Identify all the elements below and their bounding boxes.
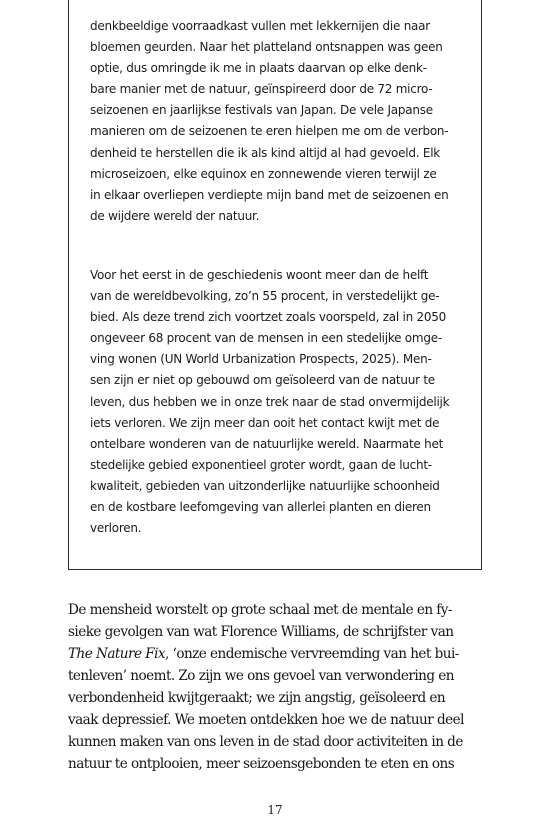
text-line: bare manier met de natuur, geïnspireerd door de 72 micro- bbox=[90, 82, 433, 97]
sidebar-paragraph-2 bbox=[90, 265, 470, 539]
text-line: ongeveer 68 procent van de mensen in een stedelijke omge- bbox=[90, 331, 442, 346]
text-line: stedelijke gebied exponentieel groter wordt, gaan de lucht- bbox=[90, 457, 432, 472]
text-line: kunnen maken van ons leven in de stad door activiteiten in de bbox=[68, 734, 463, 750]
text-line: in elkaar overliepen verdiepte mijn band met de seizoenen en bbox=[90, 187, 449, 202]
text-line: seizoenen en jaarlijkse festivals van Japan. De vele Japanse bbox=[90, 103, 433, 118]
text-line: tenleven’ noemt. Zo zijn we ons gevoel van verwondering en bbox=[68, 668, 454, 684]
text-line: optie, dus omringde ik me in plaats daarvan op elke denk- bbox=[90, 61, 427, 76]
text-line: denkbeeldige voorraadkast vullen met lekkernijen die naar bbox=[90, 19, 430, 33]
text-line: natuur te ontplooien, meer seizoensgebonden te eten en ons bbox=[68, 756, 455, 772]
text-line: microseizoen, elke equinox en zonnewende vieren terwijl ze bbox=[90, 166, 437, 181]
text-line: de wijdere wereld der natuur. bbox=[90, 208, 260, 223]
text-line: iets verloren. We zijn meer dan ooit het contact kwijt met de bbox=[90, 415, 440, 430]
text-line: vaak depressief. We moeten ontdekken hoe we de natuur deel bbox=[68, 712, 464, 728]
text-line bbox=[68, 643, 484, 665]
text-line: kwaliteit, gebieden van uitzonderlijke natuurlijke schoonheid bbox=[90, 478, 440, 493]
body-paragraph bbox=[68, 599, 484, 775]
text-line: manieren om de seizoenen te eren hielpen me om de verbon- bbox=[90, 124, 449, 139]
text-line: sieke gevolgen van wat Florence Williams, de schrijfster van bbox=[68, 624, 454, 640]
page-number: 17 bbox=[267, 803, 283, 817]
text-fragment: , ‘onze endemische vervreemding van het bui- bbox=[165, 646, 459, 662]
text-line: verloren. bbox=[90, 521, 142, 536]
book-title: The Nature Fix bbox=[68, 646, 166, 662]
text-line: Voor het eerst in de geschiedenis woont meer dan de helft bbox=[90, 268, 429, 282]
text-line: De mensheid worstelt op grote schaal met de mentale en fy- bbox=[68, 602, 452, 618]
text-line: verbondenheid kwijtgeraakt; we zijn angstig, geïsoleerd en bbox=[68, 690, 446, 706]
text-line: leven, dus hebben we in onze trek naar de stad onvermijdelijk bbox=[90, 394, 450, 409]
text-line: van de wereldbevolking, zo’n 55 procent, in verstedelijkt ge- bbox=[90, 289, 440, 304]
text-line: bied. Als deze trend zich voortzet zoals voorspeld, zal in 2050 bbox=[90, 310, 447, 325]
text-line: en de kostbare leefomgeving van allerlei planten en dieren bbox=[90, 500, 431, 515]
text-line: sen zijn er niet op gebouwd om geïsoleerd van de natuur te bbox=[90, 373, 435, 388]
text-line: denheid te herstellen die ik als kind altijd al had gevoeld. Elk bbox=[90, 145, 440, 160]
text-line: bloemen geurden. Naar het platteland ontsnappen was geen bbox=[90, 40, 443, 55]
text-line: ving wonen (UN World Urbanization Prospects, 2025). Men- bbox=[90, 352, 432, 367]
text-line: ontelbare wonderen van de natuurlijke wereld. Naarmate het bbox=[90, 436, 444, 451]
sidebar-paragraph-1 bbox=[90, 16, 470, 227]
